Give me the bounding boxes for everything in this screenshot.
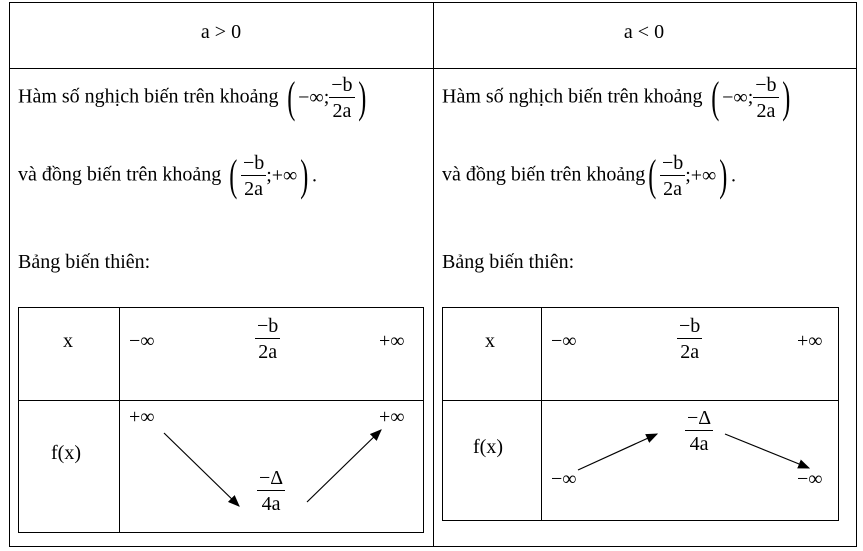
left-line2-frac: $\frac{-b}{2a}$ xyxy=(242,152,265,200)
right-fx-label: f(x) xyxy=(473,436,503,458)
left-line1-text: Hàm số nghịch biến trên khoảng xyxy=(18,85,279,108)
right-line1-left: −∞; xyxy=(722,86,754,109)
right-line1-frac: $\frac{-b}{2a}$ xyxy=(755,74,777,122)
left-f-mid: $\frac{-\Delta}{4a}$ xyxy=(259,467,284,515)
right-line1-text: Hàm số nghịch biến trên khoảng xyxy=(442,85,703,108)
right-f-left: −∞ xyxy=(551,468,577,490)
main-table xyxy=(9,2,857,547)
left-arrow-up xyxy=(307,430,381,502)
left-x-mid: $\frac{-b}{2a}$ xyxy=(257,315,279,363)
right-arrow-up xyxy=(578,434,657,470)
right-x-mid: $\frac{-b}{2a}$ xyxy=(679,315,701,363)
left-variation-table xyxy=(18,307,424,533)
left-f-right: +∞ xyxy=(379,406,405,428)
left-line2-right: ;+∞ xyxy=(266,164,298,187)
column-divider xyxy=(433,3,434,546)
left-arrows xyxy=(19,308,425,534)
right-line2-frac: $\frac{-b}{2a}$ xyxy=(661,152,684,200)
right-line2: và đồng biến trên khoảng( $\frac{-b}{2a}$ ;+∞) . xyxy=(442,151,736,200)
left-fx-label: f(x) xyxy=(51,442,81,464)
right-f-mid: $\frac{-\Delta}{4a}$ xyxy=(687,407,712,455)
right-variation-table xyxy=(442,307,839,521)
right-arrow-down xyxy=(725,434,809,468)
right-x-left: −∞ xyxy=(551,330,577,352)
left-line2: và đồng biến trên khoảng ( $\frac{-b}{2a}$ ;+∞) . xyxy=(18,151,317,200)
right-line2-text: và đồng biến trên khoảng xyxy=(442,163,646,186)
right-f-right: −∞ xyxy=(797,468,823,490)
left-arrow-down xyxy=(164,433,239,506)
left-line1: Hàm số nghịch biến trên khoảng ( −∞; $\frac{-b}{2a}$ ) xyxy=(18,73,366,122)
left-table-label: Bảng biến thiên: xyxy=(18,251,151,273)
left-x-left: −∞ xyxy=(129,330,155,352)
right-table-label: Bảng biến thiên: xyxy=(442,251,575,273)
left-line1-left: −∞; xyxy=(298,86,330,109)
header-divider xyxy=(10,68,856,69)
right-x-right: +∞ xyxy=(797,330,823,352)
header-a-negative: a < 0 xyxy=(623,21,665,43)
left-line2-text: và đồng biến trên khoảng xyxy=(18,163,222,186)
right-line2-right: ;+∞ xyxy=(685,164,717,187)
right-line1: Hàm số nghịch biến trên khoảng ( −∞; $\frac{-b}{2a}$ ) xyxy=(442,73,790,122)
left-x-right: +∞ xyxy=(379,330,405,352)
right-arrows xyxy=(443,308,840,522)
left-x-label: x xyxy=(63,330,73,352)
left-line1-frac: $\frac{-b}{2a}$ xyxy=(331,74,353,122)
left-f-left: +∞ xyxy=(129,406,155,428)
header-a-positive: a > 0 xyxy=(200,21,242,43)
right-x-label: x xyxy=(485,330,495,352)
